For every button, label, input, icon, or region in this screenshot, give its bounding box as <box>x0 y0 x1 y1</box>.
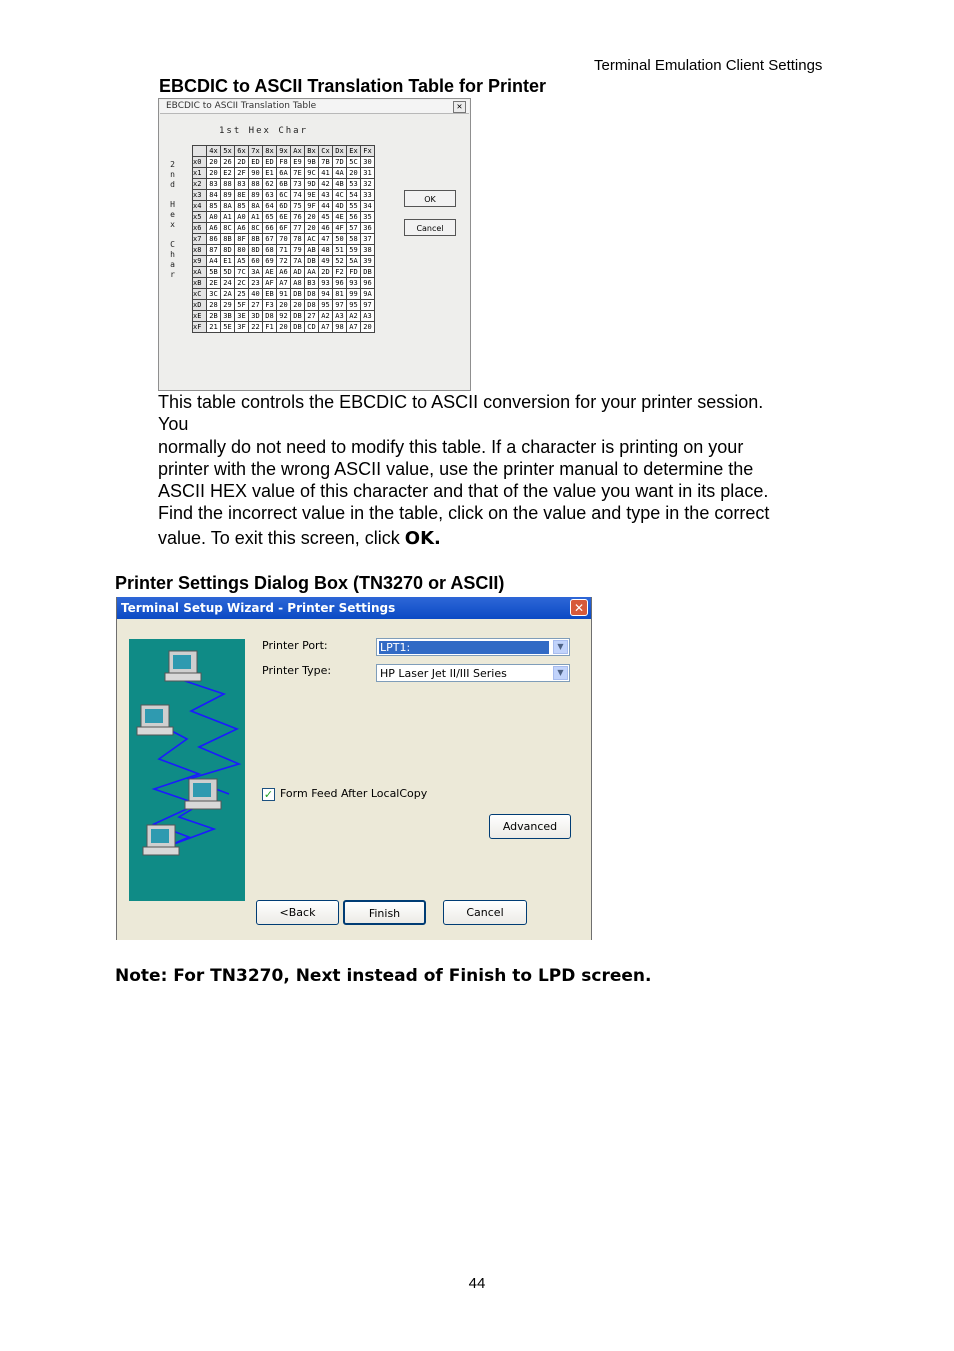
table-cell[interactable]: 83 <box>207 179 221 190</box>
table-cell[interactable]: 89 <box>221 190 235 201</box>
column-header: Cx <box>319 146 333 157</box>
table-cell[interactable]: 7C <box>235 267 249 278</box>
description-line-5: ASCII HEX value of this character and that of the value you want in its place. <box>158 481 769 501</box>
table-cell[interactable]: 5C <box>347 157 361 168</box>
side-label-char: r <box>170 270 175 279</box>
table-cell[interactable]: 3A <box>249 267 263 278</box>
cancel-button[interactable]: Cancel <box>404 219 456 236</box>
table-cell[interactable]: 6A <box>277 168 291 179</box>
table-cell[interactable]: DB <box>305 256 319 267</box>
table-cell[interactable]: 70 <box>277 234 291 245</box>
description-line-1: This table controls the EBCDIC to ASCII conversion for your printer session. <box>158 392 764 412</box>
printer-settings-dialog <box>116 597 592 940</box>
table-cell[interactable]: 35 <box>361 212 375 223</box>
table-cell[interactable]: AF <box>263 278 277 289</box>
row-header: xC <box>193 289 207 300</box>
chevron-down-icon[interactable]: ▼ <box>553 640 568 654</box>
second-hex-char-label <box>168 160 177 280</box>
table-cell[interactable]: E2 <box>221 168 235 179</box>
running-header: Terminal Emulation Client Settings <box>594 57 823 74</box>
table-cell[interactable]: 89 <box>249 190 263 201</box>
table-cell[interactable]: 8A <box>221 201 235 212</box>
column-header: 5x <box>221 146 235 157</box>
table-cell[interactable]: 8D <box>221 245 235 256</box>
table-row <box>193 190 375 201</box>
table-cell[interactable]: 9F <box>305 201 319 212</box>
table-cell[interactable]: 71 <box>277 245 291 256</box>
table-cell[interactable]: 9B <box>305 157 319 168</box>
table-cell[interactable]: 9C <box>305 168 319 179</box>
table-cell[interactable]: 47 <box>319 234 333 245</box>
table-cell[interactable]: 7E <box>291 168 305 179</box>
table-cell[interactable]: 8D <box>249 245 263 256</box>
table-cell[interactable]: 95 <box>347 300 361 311</box>
table-cell[interactable]: 5B <box>207 267 221 278</box>
row-header: xA <box>193 267 207 278</box>
table-cell[interactable]: 94 <box>319 289 333 300</box>
table-cell[interactable]: 69 <box>263 256 277 267</box>
advanced-button[interactable]: Advanced <box>489 814 571 839</box>
table-cell[interactable]: 5F <box>235 300 249 311</box>
table-cell[interactable]: AD <box>291 267 305 278</box>
table-cell[interactable]: CD <box>305 322 319 333</box>
cancel-button[interactable]: Cancel <box>443 900 527 925</box>
table-cell[interactable]: 36 <box>361 223 375 234</box>
table-cell[interactable]: B3 <box>305 278 319 289</box>
table-row <box>193 267 375 278</box>
table-cell[interactable]: FD <box>347 267 361 278</box>
table-cell[interactable]: 77 <box>291 223 305 234</box>
printer-type-value: HP Laser Jet II/III Series <box>380 667 507 680</box>
table-corner <box>193 146 207 157</box>
table-cell[interactable]: F8 <box>277 157 291 168</box>
table-cell[interactable]: AA <box>305 267 319 278</box>
table-cell[interactable]: 54 <box>347 190 361 201</box>
table-cell[interactable]: 42 <box>319 179 333 190</box>
table-cell[interactable]: A7 <box>277 278 291 289</box>
table-cell[interactable]: 2D <box>319 267 333 278</box>
table-cell[interactable]: 37 <box>361 234 375 245</box>
table-cell[interactable]: 98 <box>333 322 347 333</box>
table-cell[interactable]: 55 <box>347 201 361 212</box>
table-cell[interactable]: 57 <box>347 223 361 234</box>
row-header: xF <box>193 322 207 333</box>
table-cell[interactable]: DB <box>291 322 305 333</box>
table-cell[interactable]: 3E <box>235 311 249 322</box>
table-cell[interactable]: A7 <box>347 322 361 333</box>
first-hex-char-label: 1st Hex Char <box>219 126 309 136</box>
table-cell[interactable]: 34 <box>361 201 375 212</box>
description-line-7-suffix: . <box>434 528 441 549</box>
table-cell[interactable]: 20 <box>347 168 361 179</box>
table-cell[interactable]: 31 <box>361 168 375 179</box>
table-cell[interactable]: 56 <box>347 212 361 223</box>
printer-port-select[interactable] <box>376 638 570 656</box>
table-cell[interactable]: 73 <box>291 179 305 190</box>
table-cell[interactable]: 32 <box>361 179 375 190</box>
table-cell[interactable]: 20 <box>277 322 291 333</box>
table-cell[interactable]: 3F <box>235 322 249 333</box>
table-cell[interactable]: 7B <box>319 157 333 168</box>
row-header: x6 <box>193 223 207 234</box>
table-cell[interactable]: A3 <box>361 311 375 322</box>
table-row <box>193 278 375 289</box>
table-cell[interactable]: 33 <box>361 190 375 201</box>
column-header: Fx <box>361 146 375 157</box>
table-cell[interactable]: E1 <box>263 168 277 179</box>
table-cell[interactable]: 6E <box>277 212 291 223</box>
table-row <box>193 322 375 333</box>
table-row <box>193 179 375 190</box>
finish-button[interactable]: Finish <box>343 900 426 925</box>
table-cell[interactable]: 24 <box>221 278 235 289</box>
table-cell[interactable]: 75 <box>291 201 305 212</box>
table-cell[interactable]: 20 <box>361 322 375 333</box>
side-label-char: 2 <box>170 160 175 169</box>
table-cell[interactable]: 46 <box>319 223 333 234</box>
description-line-6: Find the incorrect value in the table, click on the value and type in the correct <box>158 503 770 523</box>
table-cell[interactable]: 8B <box>221 234 235 245</box>
table-cell[interactable]: 64 <box>263 201 277 212</box>
table-cell[interactable]: 27 <box>249 300 263 311</box>
table-cell[interactable]: DB <box>361 267 375 278</box>
side-label-char: d <box>170 180 175 189</box>
table-cell[interactable]: 50 <box>333 234 347 245</box>
table-cell[interactable]: 40 <box>249 289 263 300</box>
close-icon[interactable]: ✕ <box>570 599 588 616</box>
table-cell[interactable]: A3 <box>333 311 347 322</box>
table-cell[interactable]: 44 <box>319 201 333 212</box>
table-cell[interactable]: E9 <box>291 157 305 168</box>
table-cell[interactable]: 43 <box>319 190 333 201</box>
column-header: Ex <box>347 146 361 157</box>
row-header: x1 <box>193 168 207 179</box>
table-cell[interactable]: A6 <box>277 267 291 278</box>
row-header: x7 <box>193 234 207 245</box>
description-line-4: printer with the wrong ASCII value, use the printer manual to determine the <box>158 459 754 479</box>
section-title-ebcdic: EBCDIC to ASCII Translation Table for Printer <box>159 76 547 96</box>
computer-icon <box>165 651 201 681</box>
table-cell[interactable]: 29 <box>221 300 235 311</box>
table-cell[interactable]: 59 <box>347 245 361 256</box>
network-computers-icon <box>129 639 245 901</box>
side-label-char <box>168 230 177 240</box>
printer-port-value: LPT1: <box>379 641 549 654</box>
column-header: 6x <box>235 146 249 157</box>
table-cell[interactable]: 80 <box>235 245 249 256</box>
column-header: Dx <box>333 146 347 157</box>
table-cell[interactable]: 20 <box>305 212 319 223</box>
row-header: x0 <box>193 157 207 168</box>
table-cell[interactable]: 92 <box>277 311 291 322</box>
form-feed-label: Form Feed After LocalCopy <box>280 787 428 800</box>
ebcdic-title-bar <box>160 100 469 114</box>
table-cell[interactable]: 6D <box>277 201 291 212</box>
table-cell[interactable]: 4C <box>333 190 347 201</box>
table-cell[interactable]: 8E <box>235 190 249 201</box>
table-cell[interactable]: 5D <box>221 267 235 278</box>
table-cell[interactable]: 53 <box>347 179 361 190</box>
table-cell[interactable]: 85 <box>235 201 249 212</box>
table-row <box>193 168 375 179</box>
side-label-char <box>168 190 177 200</box>
chevron-down-icon[interactable]: ▼ <box>553 666 568 680</box>
table-cell[interactable]: 4A <box>333 168 347 179</box>
table-cell[interactable]: 7A <box>291 256 305 267</box>
table-cell[interactable]: DB <box>291 289 305 300</box>
table-cell[interactable]: 85 <box>207 201 221 212</box>
table-cell[interactable]: 95 <box>319 300 333 311</box>
column-header: 4x <box>207 146 221 157</box>
table-cell[interactable]: A2 <box>347 311 361 322</box>
table-cell[interactable]: 79 <box>291 245 305 256</box>
table-cell[interactable]: A5 <box>235 256 249 267</box>
table-cell[interactable]: 7D <box>333 157 347 168</box>
side-label-char: a <box>170 260 175 269</box>
table-cell[interactable]: 97 <box>333 300 347 311</box>
ebcdic-dialog-title: EBCDIC to ASCII Translation Table <box>166 101 317 111</box>
table-cell[interactable]: 93 <box>347 278 361 289</box>
description-line-3: normally do not need to modify this table. If a character is printing on your <box>158 437 744 457</box>
table-cell[interactable]: 6F <box>277 223 291 234</box>
printer-type-select[interactable] <box>376 664 570 682</box>
row-header: x5 <box>193 212 207 223</box>
table-cell[interactable]: 9E <box>305 190 319 201</box>
side-label-char: e <box>170 210 175 219</box>
table-cell[interactable]: AE <box>263 267 277 278</box>
table-cell[interactable]: 65 <box>263 212 277 223</box>
network-illustration <box>129 639 245 901</box>
table-cell[interactable]: F1 <box>263 322 277 333</box>
table-cell[interactable]: 22 <box>249 322 263 333</box>
side-label-char: n <box>170 170 175 179</box>
table-cell[interactable]: 62 <box>263 179 277 190</box>
table-cell[interactable]: 91 <box>277 289 291 300</box>
description-line-2: You <box>158 414 189 434</box>
table-cell[interactable]: 74 <box>291 190 305 201</box>
table-row <box>193 201 375 212</box>
column-header: 8x <box>263 146 277 157</box>
table-cell[interactable]: A2 <box>319 311 333 322</box>
table-cell[interactable]: 45 <box>319 212 333 223</box>
back-button[interactable]: <Back <box>256 900 339 925</box>
table-cell[interactable]: 6B <box>277 179 291 190</box>
table-cell[interactable]: 4B <box>333 179 347 190</box>
table-cell[interactable]: 8C <box>221 223 235 234</box>
section-title-printer: Printer Settings Dialog Box (TN3270 or ASCII) <box>115 573 505 593</box>
table-cell[interactable]: 68 <box>263 245 277 256</box>
table-cell[interactable]: A1 <box>249 212 263 223</box>
table-cell[interactable]: ED <box>263 157 277 168</box>
table-cell[interactable]: 8B <box>249 234 263 245</box>
row-header: x3 <box>193 190 207 201</box>
table-cell[interactable]: 26 <box>221 157 235 168</box>
description-line-7 <box>158 527 828 550</box>
printer-type-label: Printer Type: <box>262 664 332 677</box>
translation-table <box>192 145 375 333</box>
row-header: xD <box>193 300 207 311</box>
table-row <box>193 311 375 322</box>
description-line-7-prefix: value. To exit this screen, click <box>158 528 405 548</box>
table-cell[interactable]: 48 <box>319 245 333 256</box>
table-cell[interactable]: A6 <box>207 223 221 234</box>
table-cell[interactable]: D8 <box>305 289 319 300</box>
table-cell[interactable]: 4D <box>333 201 347 212</box>
table-row <box>193 212 375 223</box>
table-cell[interactable]: 41 <box>319 168 333 179</box>
ok-emphasis: OK <box>404 528 435 549</box>
table-row <box>193 256 375 267</box>
table-cell[interactable]: 88 <box>221 179 235 190</box>
table-cell[interactable]: 20 <box>277 300 291 311</box>
row-header: xE <box>193 311 207 322</box>
table-cell[interactable]: 9D <box>305 179 319 190</box>
table-cell[interactable]: 4E <box>333 212 347 223</box>
table-cell[interactable]: 9A <box>361 289 375 300</box>
table-cell[interactable]: 4F <box>333 223 347 234</box>
table-cell[interactable]: 67 <box>263 234 277 245</box>
side-label-char: x <box>170 220 175 229</box>
table-cell[interactable]: E1 <box>221 256 235 267</box>
table-cell[interactable]: D8 <box>263 311 277 322</box>
table-cell[interactable]: 20 <box>207 168 221 179</box>
side-label-char: H <box>170 200 175 209</box>
table-cell[interactable]: 28 <box>207 300 221 311</box>
table-cell[interactable]: DB <box>291 311 305 322</box>
table-cell[interactable]: 86 <box>207 234 221 245</box>
table-cell[interactable]: A1 <box>221 212 235 223</box>
table-cell[interactable]: 52 <box>333 256 347 267</box>
table-cell[interactable]: 51 <box>333 245 347 256</box>
table-cell[interactable]: 2D <box>235 157 249 168</box>
table-cell[interactable]: 99 <box>347 289 361 300</box>
form-feed-checkbox[interactable]: ✓ <box>263 788 274 801</box>
table-cell[interactable]: 3B <box>221 311 235 322</box>
table-cell[interactable]: 78 <box>291 234 305 245</box>
table-cell[interactable]: A8 <box>291 278 305 289</box>
table-cell[interactable]: F3 <box>263 300 277 311</box>
printer-title-bar <box>117 597 591 619</box>
printer-port-label: Printer Port: <box>262 639 328 652</box>
table-cell[interactable]: 25 <box>235 289 249 300</box>
table-row <box>193 289 375 300</box>
table-row <box>193 157 375 168</box>
row-header: x9 <box>193 256 207 267</box>
row-header: x8 <box>193 245 207 256</box>
column-header: 9x <box>277 146 291 157</box>
table-cell[interactable]: 3C <box>207 289 221 300</box>
table-cell[interactable]: 5E <box>221 322 235 333</box>
table-cell[interactable]: 20 <box>305 223 319 234</box>
table-cell[interactable]: 5A <box>347 256 361 267</box>
table-cell[interactable]: 63 <box>263 190 277 201</box>
column-header: 7x <box>249 146 263 157</box>
side-label-char: h <box>170 250 175 259</box>
table-cell[interactable]: 97 <box>361 300 375 311</box>
table-cell[interactable]: EB <box>263 289 277 300</box>
table-cell[interactable]: 87 <box>207 245 221 256</box>
table-cell[interactable]: 8C <box>249 223 263 234</box>
table-cell[interactable]: 88 <box>249 179 263 190</box>
table-cell[interactable]: 58 <box>347 234 361 245</box>
table-cell[interactable]: 83 <box>235 179 249 190</box>
table-cell[interactable]: 8A <box>249 201 263 212</box>
table-cell[interactable]: A0 <box>207 212 221 223</box>
row-header: xB <box>193 278 207 289</box>
side-label-char: C <box>170 240 175 249</box>
row-header: x2 <box>193 179 207 190</box>
table-cell[interactable]: 39 <box>361 256 375 267</box>
table-cell[interactable]: 2A <box>221 289 235 300</box>
table-cell[interactable]: 20 <box>207 157 221 168</box>
column-header: Bx <box>305 146 319 157</box>
column-header: Ax <box>291 146 305 157</box>
table-cell[interactable]: 72 <box>277 256 291 267</box>
close-icon[interactable]: ✕ <box>453 101 466 113</box>
table-cell[interactable]: 2E <box>207 278 221 289</box>
table-cell[interactable]: 93 <box>319 278 333 289</box>
table-row <box>193 300 375 311</box>
page-number: 44 <box>468 1275 486 1292</box>
table-cell[interactable]: 20 <box>291 300 305 311</box>
table-cell[interactable]: 30 <box>361 157 375 168</box>
printer-dialog-title: Terminal Setup Wizard - Printer Settings <box>121 601 396 615</box>
table-cell[interactable]: 8F <box>235 234 249 245</box>
table-cell[interactable]: 49 <box>319 256 333 267</box>
table-cell[interactable]: 2C <box>235 278 249 289</box>
table-cell[interactable]: A4 <box>207 256 221 267</box>
table-cell[interactable]: 6C <box>277 190 291 201</box>
table-row <box>193 223 375 234</box>
table-cell[interactable]: 96 <box>361 278 375 289</box>
table-cell[interactable]: 76 <box>291 212 305 223</box>
table-cell[interactable]: 2F <box>235 168 249 179</box>
row-header: x4 <box>193 201 207 212</box>
table-row <box>193 245 375 256</box>
table-cell[interactable]: A7 <box>319 322 333 333</box>
table-cell[interactable]: A6 <box>235 223 249 234</box>
table-cell[interactable]: F2 <box>333 267 347 278</box>
table-cell[interactable]: AC <box>305 234 319 245</box>
table-cell[interactable]: ED <box>249 157 263 168</box>
table-cell[interactable]: 3D <box>249 311 263 322</box>
table-cell[interactable]: 96 <box>333 278 347 289</box>
table-cell[interactable]: 81 <box>333 289 347 300</box>
tn3270-note: Note: For TN3270, Next instead of Finish to LPD screen. <box>115 966 652 986</box>
table-cell[interactable]: 23 <box>249 278 263 289</box>
table-cell[interactable]: D8 <box>305 300 319 311</box>
ok-button[interactable]: OK <box>404 190 456 207</box>
table-cell[interactable]: 2B <box>207 311 221 322</box>
ebcdic-dialog <box>158 98 471 391</box>
table-cell[interactable]: 60 <box>249 256 263 267</box>
table-cell[interactable]: A0 <box>235 212 249 223</box>
table-cell[interactable]: 90 <box>249 168 263 179</box>
table-cell[interactable]: 84 <box>207 190 221 201</box>
table-row <box>193 234 375 245</box>
table-cell[interactable]: 66 <box>263 223 277 234</box>
table-cell[interactable]: 38 <box>361 245 375 256</box>
table-cell[interactable]: AB <box>305 245 319 256</box>
table-cell[interactable]: 21 <box>207 322 221 333</box>
table-cell[interactable]: 27 <box>305 311 319 322</box>
